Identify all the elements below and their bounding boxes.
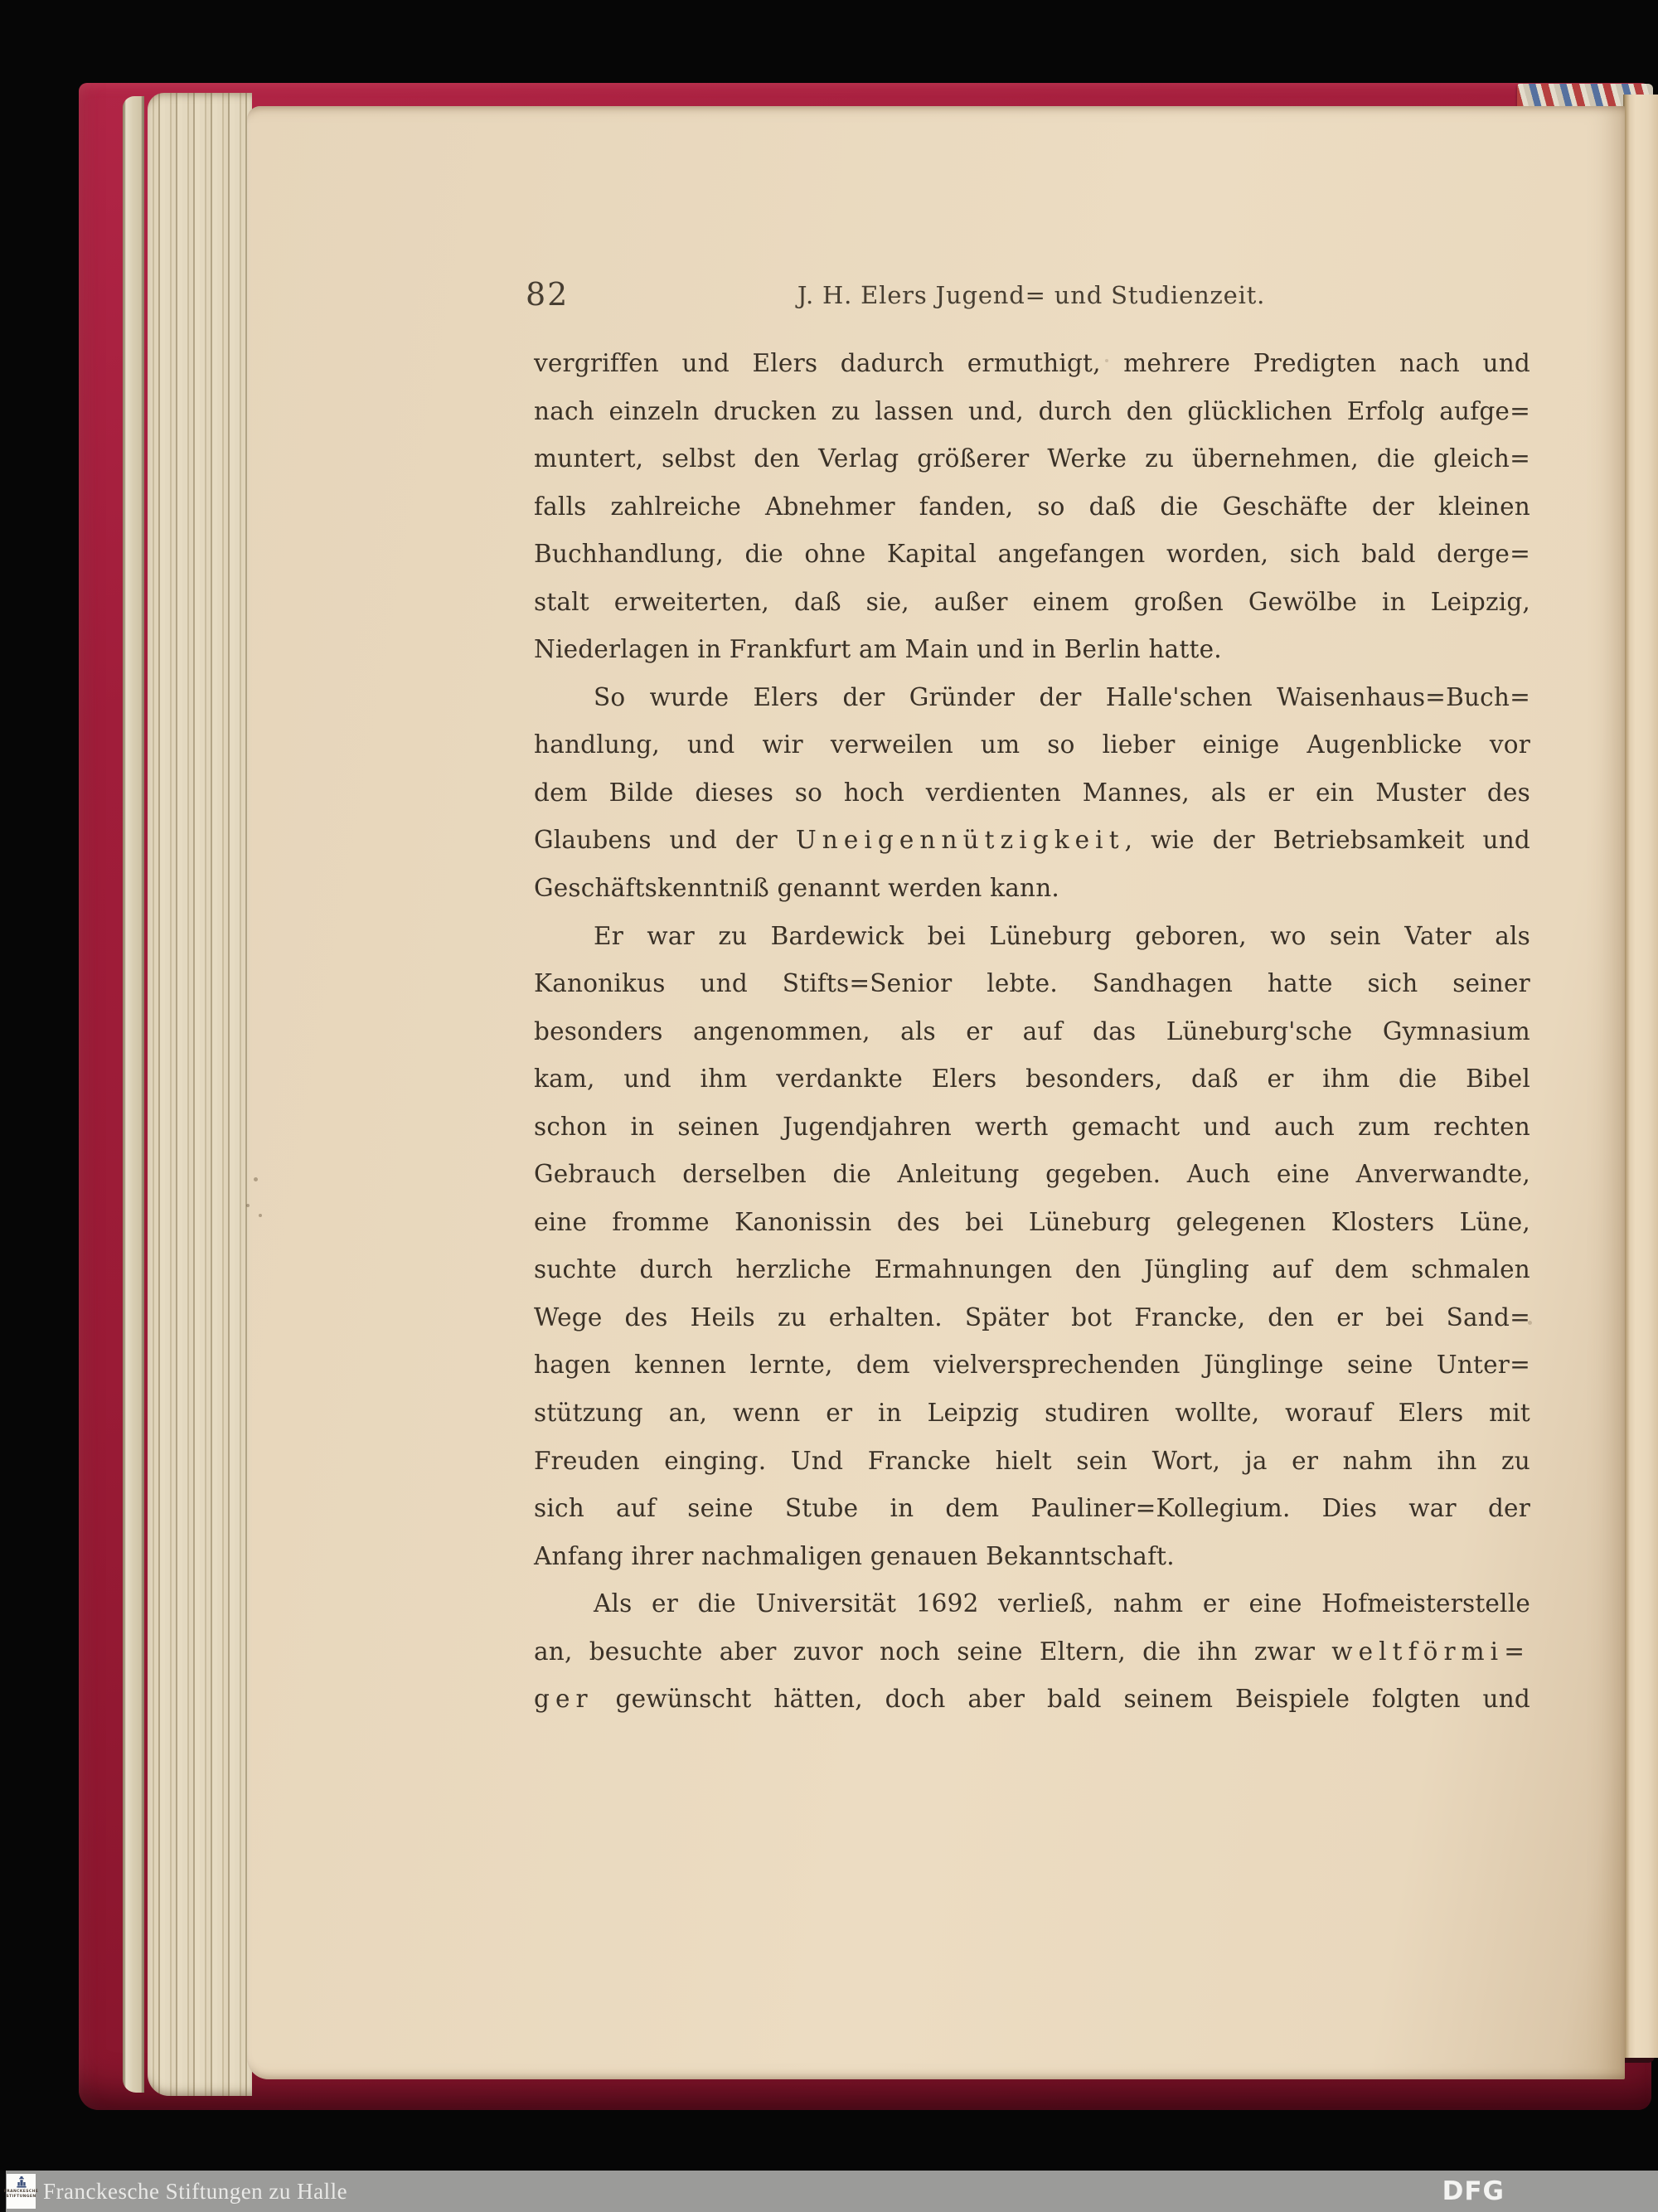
text-segment: besonders angenommen, als er auf das Lüneburg'sche Gymnasium — [534, 1016, 1530, 1045]
page-text-block — [534, 340, 1530, 1724]
text-line — [534, 1008, 1530, 1056]
page-stack-edges — [148, 93, 252, 2096]
text-line — [534, 579, 1530, 627]
text-segment: Uneigennützigkeit — [795, 826, 1125, 855]
franckesche-logo-line2: STIFTUNGEN — [6, 2194, 36, 2199]
text-segment: kam, und ihm verdankte Elers besonders, daß er ihm die Bibel — [534, 1065, 1530, 1094]
gutter-fold — [1623, 95, 1658, 2058]
text-line — [534, 913, 1530, 961]
text-line — [534, 1104, 1530, 1152]
text-segment: Buchhandlung, die ohne Kapital angefangen worden, sich bald derge= — [534, 540, 1530, 569]
text-segment: Freuden einging. Und Francke hielt sein Wort, ja er nahm ihn zu — [534, 1446, 1530, 1475]
text-segment: schon in seinen Jugendjahren werth gemacht und auch zum rechten — [534, 1112, 1530, 1141]
institution-label: Franckesche Stiftungen zu Halle — [43, 2179, 348, 2204]
text-line — [534, 1580, 1530, 1628]
page-number: 82 — [526, 276, 570, 313]
text-segment: hagen kennen lernte, dem vielversprechenden Jünglinge seine Unter= — [534, 1351, 1530, 1380]
text-line — [534, 1676, 1530, 1724]
franckesche-logo-line1: FRANCKESCHE — [3, 2190, 39, 2194]
text-line — [534, 721, 1530, 769]
text-segment: Wege des Heils zu erhalten. Später bot Francke, den er bei Sand= — [534, 1302, 1530, 1332]
text-segment: ger — [534, 1685, 594, 1714]
text-segment: weltförmi= — [1331, 1637, 1530, 1666]
text-segment: an, besuchte aber zuvor noch seine Eltern, die ihn zwar — [534, 1637, 1332, 1666]
text-segment: gewünscht hätten, doch aber bald seinem Beispiele folgten und — [593, 1685, 1530, 1714]
text-segment: falls zahlreiche Abnehmer fanden, so daß die Geschäfte der kleinen — [534, 492, 1530, 521]
text-segment: nach einzeln drucken zu lassen und, durch den glücklichen Erfolg aufge= — [534, 396, 1530, 425]
text-segment: suchte durch herzliche Ermahnungen den Jüngling auf dem schmalen — [534, 1255, 1530, 1284]
franckesche-logo — [3, 2174, 39, 2209]
text-line — [534, 531, 1530, 579]
text-line — [534, 1341, 1530, 1390]
text-line — [534, 435, 1530, 483]
text-line — [534, 1485, 1530, 1533]
text-segment: stalt erweiterten, daß sie, außer einem großen Gewölbe in Leipzig, — [534, 587, 1530, 616]
text-line — [534, 483, 1530, 531]
text-line — [534, 769, 1530, 817]
text-segment: handlung, und wir verweilen um so lieber einige Augenblicke vor — [534, 730, 1530, 759]
text-line — [534, 340, 1530, 388]
text-segment: sich auf seine Stube in dem Pauliner=Kollegium. Dies war der — [534, 1494, 1530, 1523]
text-line — [534, 1533, 1530, 1581]
text-segment: Gebrauch derselben die Anleitung gegeben. Auch eine Anverwandte, — [534, 1160, 1530, 1189]
text-segment: eine fromme Kanonissin des bei Lüneburg gelegenen Klosters Lüne, — [534, 1207, 1530, 1236]
text-line — [534, 1199, 1530, 1247]
paper-speck — [254, 1177, 258, 1181]
text-segment: Kanonikus und Stifts=Senior lebte. Sandhagen hatte sich seiner — [534, 969, 1530, 998]
text-line — [534, 1246, 1530, 1294]
text-segment: Niederlagen in Frankfurt am Main und in Berlin hatte. — [534, 635, 1222, 664]
franckesche-emblem-icon — [15, 2176, 28, 2189]
text-line — [534, 674, 1530, 722]
text-segment: Geschäftskenntniß genannt werden kann. — [534, 874, 1060, 903]
text-segment: muntert, selbst den Verlag größerer Werke zu übernehmen, die gleich= — [534, 444, 1530, 473]
footer-bar — [0, 2171, 1658, 2212]
text-line — [534, 817, 1530, 865]
text-segment: dem Bilde dieses so hoch verdienten Mannes, als er ein Muster des — [534, 778, 1530, 807]
text-segment: So wurde Elers der Gründer der Halle'schen Waisenhaus=Buch= — [594, 682, 1530, 711]
text-segment: , wie der Betriebsamkeit und — [1124, 826, 1530, 855]
text-segment: Glaubens und der — [534, 826, 796, 855]
text-line — [534, 626, 1530, 674]
text-line — [534, 1294, 1530, 1342]
running-header: J. H. Elers Jugend= und Studienzeit. — [797, 281, 1266, 309]
text-segment: stützung an, wenn er in Leipzig studiren wollte, worauf Elers mit — [534, 1399, 1530, 1428]
text-segment: Anfang ihrer nachmaligen genauen Bekanntschaft. — [534, 1541, 1175, 1570]
page-header — [526, 276, 1529, 318]
text-line — [534, 1628, 1530, 1676]
text-line — [534, 1438, 1530, 1486]
text-line — [534, 1390, 1530, 1438]
paper-speck — [246, 1204, 250, 1207]
text-line — [534, 388, 1530, 436]
page-stack-outer-sheet — [123, 96, 144, 2093]
text-line — [534, 960, 1530, 1008]
dfg-logo: DFG — [1442, 2176, 1505, 2206]
text-line — [534, 865, 1530, 913]
text-line — [534, 1055, 1530, 1104]
text-segment: Als er die Universität 1692 verließ, nahm er eine Hofmeisterstelle — [594, 1589, 1530, 1618]
text-line — [534, 1151, 1530, 1199]
paper-speck — [259, 1214, 262, 1217]
text-segment: vergriffen und Elers dadurch ermuthigt, mehrere Predigten nach und — [534, 349, 1530, 377]
text-segment: Er war zu Bardewick bei Lüneburg geboren, wo sein Vater als — [594, 921, 1530, 950]
franckesche-logo-text — [4, 2190, 38, 2199]
